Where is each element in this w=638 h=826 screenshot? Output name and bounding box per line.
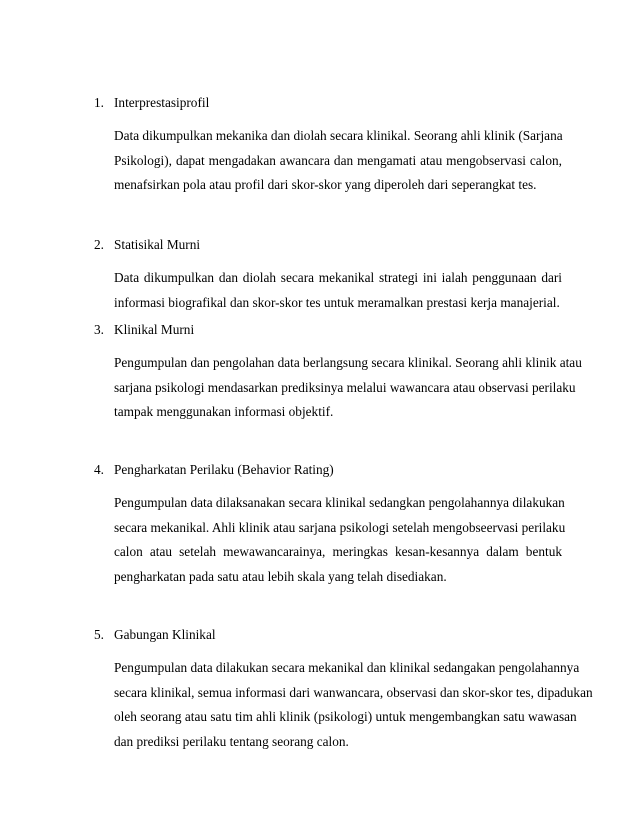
section-heading [94,95,562,111]
section-1 [94,95,562,198]
paragraph-line: secara klinikal, semua informasi dari wanwancara, observasi dan skor-skor tes, dipadukan [114,684,593,700]
section-3 [94,322,582,425]
section-number: 1. [94,95,104,110]
paragraph-line: Pengumpulan data dilakukan secara mekanikal dan klinikal sedangakan pengolahannya [114,660,580,675]
section-title: Pengharkatan Perilaku (Behavior Rating) [114,462,334,477]
section-heading [94,627,562,643]
paragraph-line: Data dikumpulkan dan diolah secara mekanikal strategi ini ialah penggunaan dari [114,270,562,285]
paragraph-line: Data dikumpulkan mekanika dan diolah secara klinikal. Seorang ahli klinik (Sarjana [114,128,563,143]
section-title: Gabungan Klinikal [114,627,216,642]
section-heading [94,462,562,478]
section-5 [94,627,593,754]
section-4 [94,462,566,589]
paragraph-line: informasi biografikal dan skor-skor tes untuk meramalkan prestasi kerja manajerial. [114,294,560,310]
section-number: 4. [94,462,104,477]
section-paragraph [114,656,593,754]
section-2 [94,237,562,315]
section-title: Statisikal Murni [114,237,201,252]
section-heading [94,237,562,253]
section-paragraph [114,266,562,315]
section-title: Interprestasiprofil [114,95,210,110]
paragraph-line: dan prediksi perilaku tentang seorang calon. [114,733,349,749]
section-title: Klinikal Murni [114,322,195,337]
section-number: 5. [94,627,104,642]
paragraph-line: Pengumpulan dan pengolahan data berlangsung secara klinikal. Seorang ahli klinik atau [114,355,582,370]
paragraph-line: secara mekanikal. Ahli klinik atau sarjana psikologi setelah mengobseervasi perilaku [114,519,566,535]
section-paragraph [114,124,562,198]
section-number: 3. [94,322,104,337]
paragraph-line: calon atau setelah mewawancarainya, meringkas kesan-kesannya dalam bentuk [114,544,562,559]
paragraph-line: Psikologi), dapat mengadakan awancara dan mengamati atau mengobservasi calon, [114,152,562,168]
paragraph-line: tampak menggunakan informasi objektif. [114,404,334,419]
paragraph-line: sarjana psikologi mendasarkan prediksinya melalui wawancara atau observasi perilaku [114,379,576,395]
section-heading [94,322,562,338]
paragraph-line: pengharkatan pada satu atau lebih skala yang telah disediakan. [114,568,447,584]
paragraph-line: oleh seorang atau satu tim ahli klinik (psikologi) untuk mengembangkan satu wawasan [114,709,577,724]
paragraph-line: Pengumpulan data dilaksanakan secara klinikal sedangkan pengolahannya dilakukan [114,495,565,510]
section-paragraph [114,351,582,425]
section-number: 2. [94,237,104,252]
section-paragraph [114,491,566,589]
paragraph-line: menafsirkan pola atau profil dari skor-skor yang diperoleh dari seperangkat tes. [114,177,537,192]
